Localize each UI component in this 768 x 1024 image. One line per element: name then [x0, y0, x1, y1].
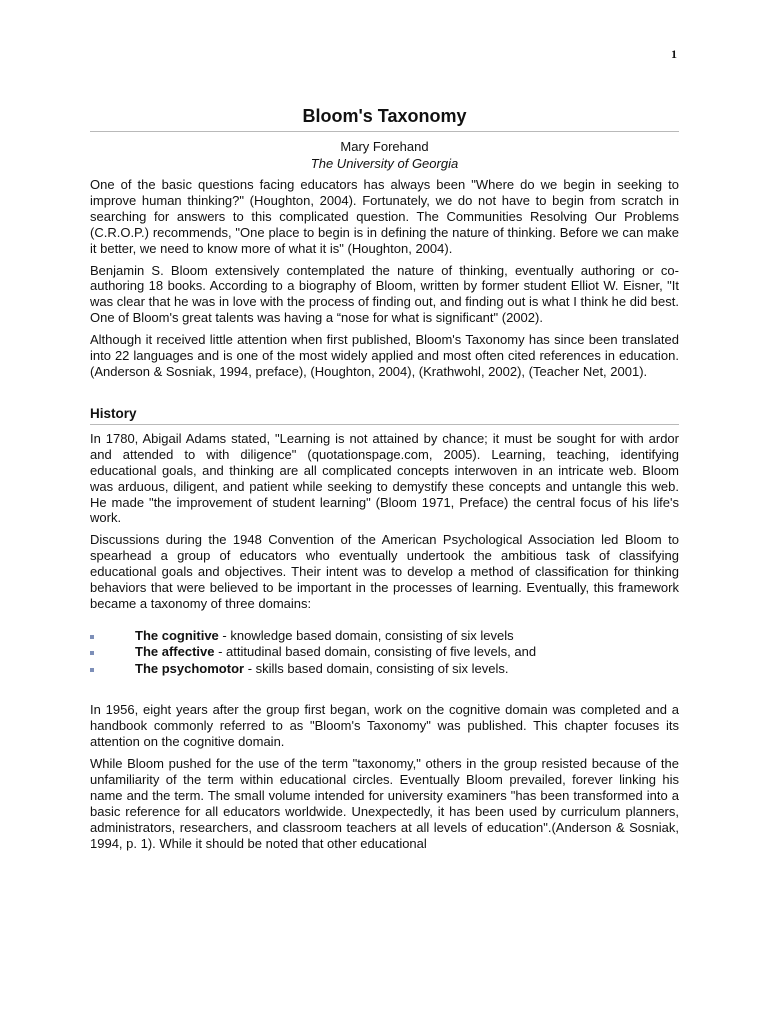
intro-paragraph: Benjamin S. Bloom extensively contemplated the nature of thinking, eventually authoring or co-authoring 18 books. According to a biography of Bloom, written by former student Elliot W. Eisner, "It was clear that he was in love with the process of finding out, and finding out is what I think he did best. One of Bloom's great talents was having a “nose for what is significant" (2002). [90, 262, 679, 326]
domain-name: The cognitive [135, 627, 219, 643]
author-affiliation: The University of Georgia [310, 156, 459, 171]
history-paragraph: Discussions during the 1948 Convention of the American Psychological Association led Bloom to spearhead a group of educators who eventually undertook the ambitious task of classifying educational goals and objectives. Their intent was to develop a method of classification for thinking behaviors that were believed to be important in the processes of learning. Eventually, this framework became a taxonomy of three domains: [90, 532, 679, 611]
history-paragraph: In 1956, eight years after the group first began, work on the cognitive domain was completed and a handbook commonly referred to as "Bloom's Taxonomy" was published. This chapter focuses its attention on the cognitive domain. [90, 702, 679, 750]
square-bullet-icon [90, 651, 94, 655]
domain-list-item [90, 628, 679, 645]
domain-description: - skills based domain, consisting of six levels. [244, 660, 509, 676]
intro-paragraph: One of the basic questions facing educators has always been "Where do we begin in seeking to improve human thinking?" (Houghton, 2004). Fortunately, we do not have to begin from scratch in searching for answers to this complicated question. The Communities Resolving Our Problems (C.R.O.P.) recommends, "One place to begin is in defining the nature of thinking. Before we can make it better, we need to know more of what it is" (Houghton, 2004). [90, 177, 679, 256]
document-title: Bloom's Taxonomy [90, 106, 679, 132]
square-bullet-icon [90, 635, 94, 639]
section-heading-history: History [90, 406, 679, 425]
author-name: Mary Forehand [340, 139, 429, 154]
page-number: 1 [671, 47, 677, 61]
domain-list-item [90, 661, 679, 678]
square-bullet-icon [90, 668, 94, 672]
history-paragraph: In 1780, Abigail Adams stated, "Learning is not attained by chance; it must be sought for with ardor and attended to with diligence" (quotationspage.com, 2005). Learning, teaching, identifying educational goals, and thinking are all complicated concepts interwoven in an intricate web. Bloom was arduous, diligent, and patient while seeking to demystify these concepts and untangle this web. He made "the improvement of student learning" (Bloom 1971, Preface) the central focus of his life's work. [90, 430, 679, 526]
domain-list-item [90, 644, 679, 661]
domain-description: - knowledge based domain, consisting of six levels [218, 627, 514, 643]
domain-list [90, 628, 679, 678]
domain-name: The affective [135, 644, 215, 660]
intro-paragraph: Although it received little attention when first published, Bloom's Taxonomy has since been translated into 22 languages and is one of the most widely applied and most often cited references in education. (Anderson & Sosniak, 1994, preface), (Houghton, 2004), (Krathwohl, 2002), (Teacher Net, 2001). [90, 332, 679, 379]
domain-description: - attitudinal based domain, consisting of five levels, and [214, 644, 537, 660]
history-paragraph: While Bloom pushed for the use of the term "taxonomy," others in the group resisted because of the unfamiliarity of the term within educational circles. Eventually Bloom prevailed, forever linking his name and the term. The small volume intended for university examiners "has been transformed into a basic reference for all educators worldwide. Unexpectedly, it has been used by curriculum planners, administrators, researchers, and classroom teachers at all levels of education".(Anderson & Sosniak, 1994, p. 1). While it should be noted that other educational [90, 756, 679, 851]
domain-name: The psychomotor [135, 660, 245, 676]
document-body [90, 106, 679, 858]
